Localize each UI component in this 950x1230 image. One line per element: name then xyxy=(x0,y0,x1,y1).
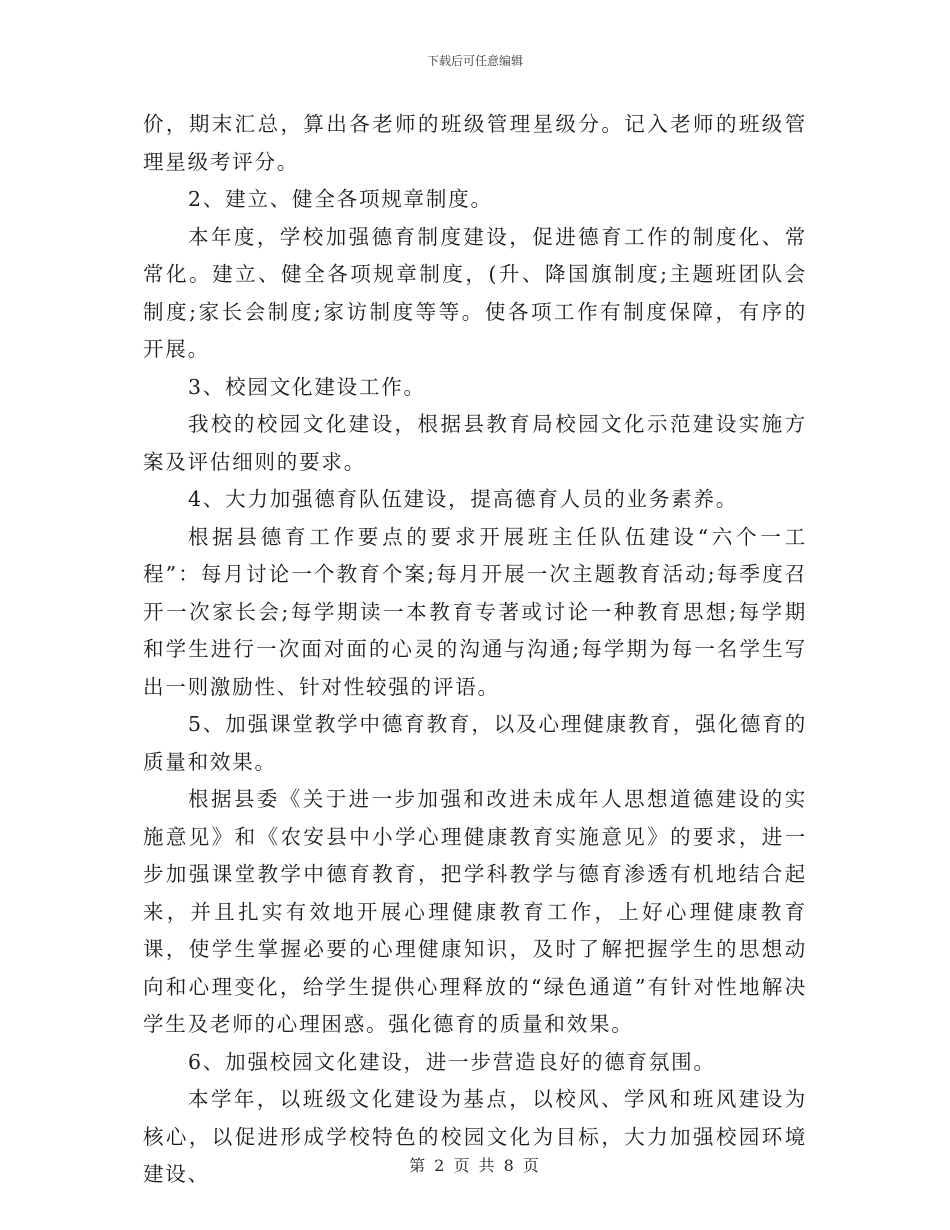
page-header: 下载后可任意编辑 xyxy=(426,54,523,68)
paragraph: 价，期末汇总，算出各老师的班级管理星级分。记入老师的班级管理星级考评分。 xyxy=(143,112,807,174)
section-heading: 6、加强校园文化建设，进一步营造良好的德育氛围。 xyxy=(188,1049,716,1074)
document-body xyxy=(143,106,807,1194)
paragraph: 本学年，以班级文化建设为基点，以校风、学风和班风建设为核心，以促进形成学校特色的校园文化为目标，大力加强校园环境建设、 xyxy=(143,1087,807,1186)
section-heading: 5、加强课堂教学中德育教育，以及心理健康教育，强化德育的质量和效果。 xyxy=(143,712,807,774)
section-heading: 3、校园文化建设工作。 xyxy=(188,374,426,399)
paragraph: 我校的校园文化建设，根据县教育局校园文化示范建设实施方案及评估细则的要求。 xyxy=(143,412,807,474)
paragraph: 本年度，学校加强德育制度建设，促进德育工作的制度化、常常化。建立、健全各项规章制度，(升、降国旗制度;主题班团队会制度;家长会制度;家访制度等等。使各项工作有制度保障，有序的开展。 xyxy=(143,224,807,361)
paragraph: 根据县德育工作要点的要求开展班主任队伍建设“六个一工程”：每月讨论一个教育个案;每月开展一次主题教育活动;每季度召开一次家长会;每学期读一本教育专著或讨论一种教育思想;每学期和学生进行一次面对面的心灵的沟通与沟通;每学期为每一名学生写出一则激励性、针对性较强的评语。 xyxy=(143,524,807,699)
section-heading: 4、大力加强德育队伍建设，提高德育人员的业务素养。 xyxy=(188,487,739,511)
page-number-footer: 第 2 页 共 8 页 xyxy=(409,1156,541,1175)
section-heading: 2、建立、健全各项规章制度。 xyxy=(188,187,493,211)
paragraph: 根据县委《关于进一步加强和改进未成年人思想道德建设的实施意见》和《农安县中小学心理健康教育实施意见》的要求，进一步加强课堂教学中德育教育，把学科教学与德育渗透有机地结合起来，并且扎实有效地开展心理健康教育工作，上好心理健康教育课，使学生掌握必要的心理健康知识，及时了解把握学生的思想动向和心理变化，给学生提供心理释放的“绿色通道”有针对性地解决学生及老师的心理困惑。强化德育的质量和效果。 xyxy=(143,787,807,1036)
